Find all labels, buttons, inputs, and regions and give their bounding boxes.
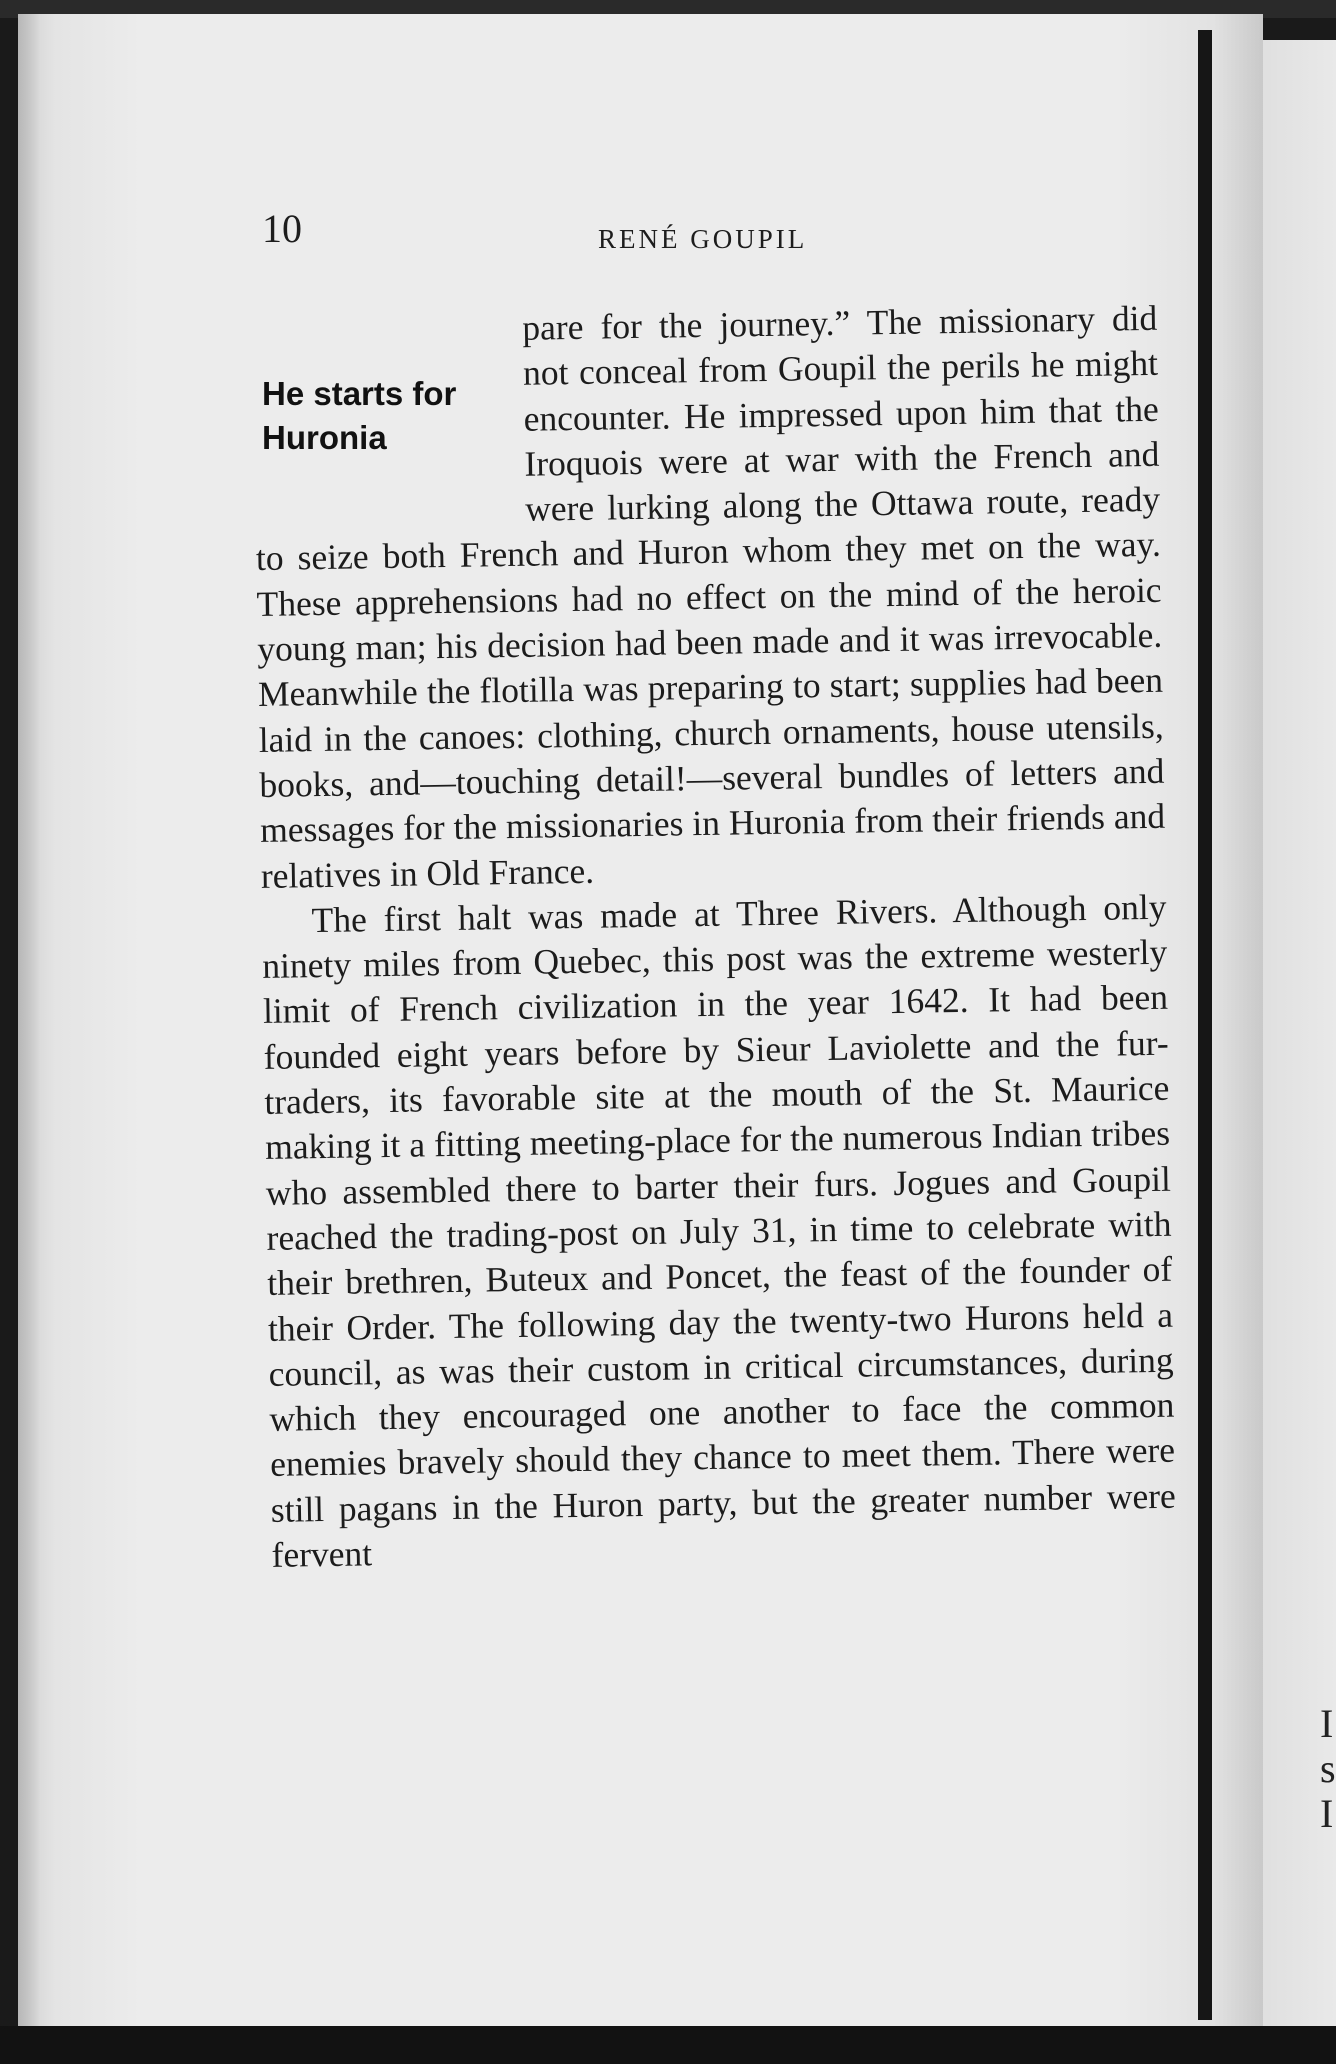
sidenote-space [252, 306, 525, 492]
page-number: 10 [262, 206, 302, 251]
sidenote-line: Huronia [262, 419, 387, 456]
scan-border-bottom [0, 2026, 1336, 2064]
running-title: RENÉ GOUPIL [598, 224, 808, 254]
paragraph: pare for the journey.” The missionary did not conceal from Goupil the perils he might encounter. He impressed upon him that the Iroquois were at war with the French and were lurking along the Ottawa route, ready to seize both French and Huron whom they met on the way. These apprehensions had no effect on the mind of the heroic young man; his decision had been made and it was irrevocable. Meanwhile the flotilla was preparing to start; supplies had been laid in the canoes: clothing, church ornaments, house utensils, books, and—touching detail!—several bundles of letters and messages for the missionaries in Huronia from their friends and relatives in Old France. [255, 297, 1166, 896]
book-gutter [1198, 30, 1212, 2020]
paragraph: The first halt was made at Three Rivers. Although only ninety miles from Quebec, this post was the extreme westerly limit of French civilization in the year 1642. It had been founded eight years before by Sieur Laviolette and the fur-traders, its favorable site at the mouth of the St. Maurice making it a fitting meeting-place for the numerous Indian tribes who assembled there to barter their furs. Jogues and Goupil reached the trading-post on July 31, in time to celebrate with their brethren, Buteux and Poncet, the feast of the founder of their Order. The following day the twenty-two Hurons held a council, as was their custom in critical circumstances, during which they encouraged one another to face the common enemies bravely should they chance to meet them. There were still pagans in the Huron party, but the greater number were fervent [261, 886, 1177, 1575]
body-text [252, 296, 1177, 1578]
facing-page-fragment: I [1320, 1701, 1334, 1746]
facing-page-fragment: s [1320, 1746, 1336, 1791]
facing-page-fragment: I [1320, 1791, 1334, 1836]
sidenote-line: He starts for [262, 375, 457, 412]
page-edge [18, 14, 40, 2026]
